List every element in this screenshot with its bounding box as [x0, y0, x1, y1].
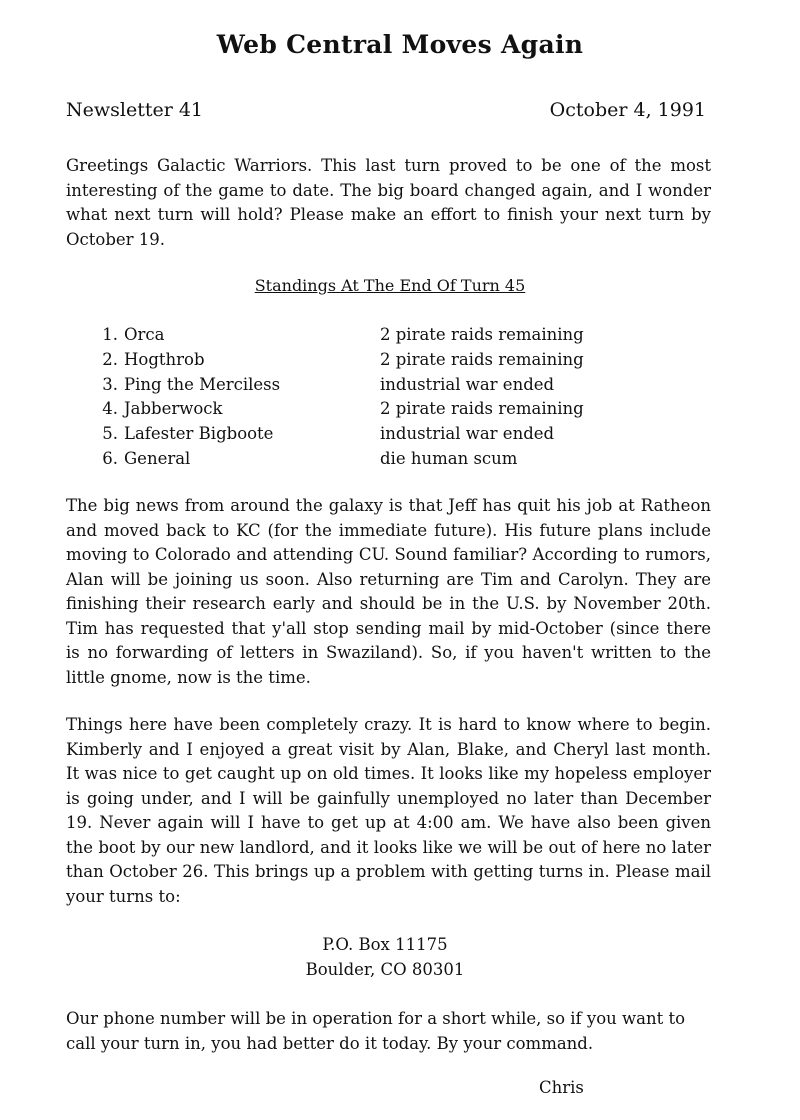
standings-status: die human scum — [380, 448, 518, 468]
standings-heading: Standings At The End Of Turn 45 — [254, 276, 526, 295]
standings-rank: 5. — [102, 424, 118, 444]
standings-rank: 2. — [102, 349, 118, 369]
paragraph-local-news: Things here have been completely crazy. It is hard to know where to begin. Kimberly and I enjoyed a great visit by Alan, Blake, and Cheryl last month. It was nice to get caught up on old times. It looks like my hopeless employer is going under, and I will be gainfully unemployed no later than December 19. Never again will I have to get up at 4:00 am. We have also been given the boot by our new landlord, and it looks like we will be out of here no later than October 26. This brings up a problem with getting turns in. Please mail your turns to: — [66, 715, 711, 906]
standings-rank: 1. — [102, 325, 118, 344]
standings-rank: 3. — [102, 374, 118, 394]
standings-row — [96, 348, 656, 373]
standings-status: 2 pirate raids remaining — [380, 325, 584, 344]
standings-status: industrial war ended — [380, 424, 555, 444]
standings-player: General — [124, 448, 191, 468]
standings-status: 2 pirate raids remaining — [380, 399, 584, 419]
standings-row — [96, 397, 656, 422]
standings-status: 2 pirate raids remaining — [380, 349, 584, 369]
mailing-address — [0, 932, 770, 982]
address-line-1: P.O. Box 11175 — [322, 935, 448, 954]
standings-rank: 4. — [102, 399, 118, 419]
standings-row — [96, 422, 656, 447]
standings-list — [96, 323, 656, 472]
paragraph-closing: Our phone number will be in operation for a short while, so if you want to call your turn in, you had better do it today. By your command. — [66, 1009, 686, 1053]
signature: Chris — [539, 1078, 584, 1097]
standings-player: Ping the Merciless — [124, 374, 281, 394]
paragraph-galaxy-news: The big news from around the galaxy is that Jeff has quit his job at Ratheon and moved back to KC (for the immediate future). His future plans include moving to Colorado and attending CU. Sound familiar? According to rumors, Alan will be joining us soon. Also returning are Tim and Carolyn. They are finishing their research early and should be in the U.S. by November 20th. Tim has requested that y'all stop sending mail by mid-October (since there is no forwarding of letters in Swaziland). So, if you haven't written to the little gnome, now is the time. — [66, 496, 711, 687]
standings-player: Orca — [124, 325, 165, 344]
paragraph-greeting: Greetings Galactic Warriors. This last turn proved to be one of the most interesting of the game to date. The big board changed again, and I wonder what next turn will hold? Please make an effort to finish your next turn by October 19. — [66, 156, 711, 249]
standings-player: Jabberwock — [124, 399, 223, 419]
newsletter-number: Newsletter 41 — [66, 99, 204, 121]
address-line-2: Boulder, CO 80301 — [305, 960, 465, 979]
standings-status: industrial war ended — [380, 374, 555, 394]
standings-player: Lafester Bigboote — [124, 424, 274, 444]
standings-rank: 6. — [102, 448, 118, 468]
standings-player: Hogthrob — [124, 349, 205, 369]
standings-row — [96, 447, 656, 472]
document-title: Web Central Moves Again — [216, 30, 584, 59]
newsletter-date: October 4, 1991 — [549, 99, 706, 121]
standings-row — [96, 373, 656, 398]
standings-row — [96, 323, 656, 348]
